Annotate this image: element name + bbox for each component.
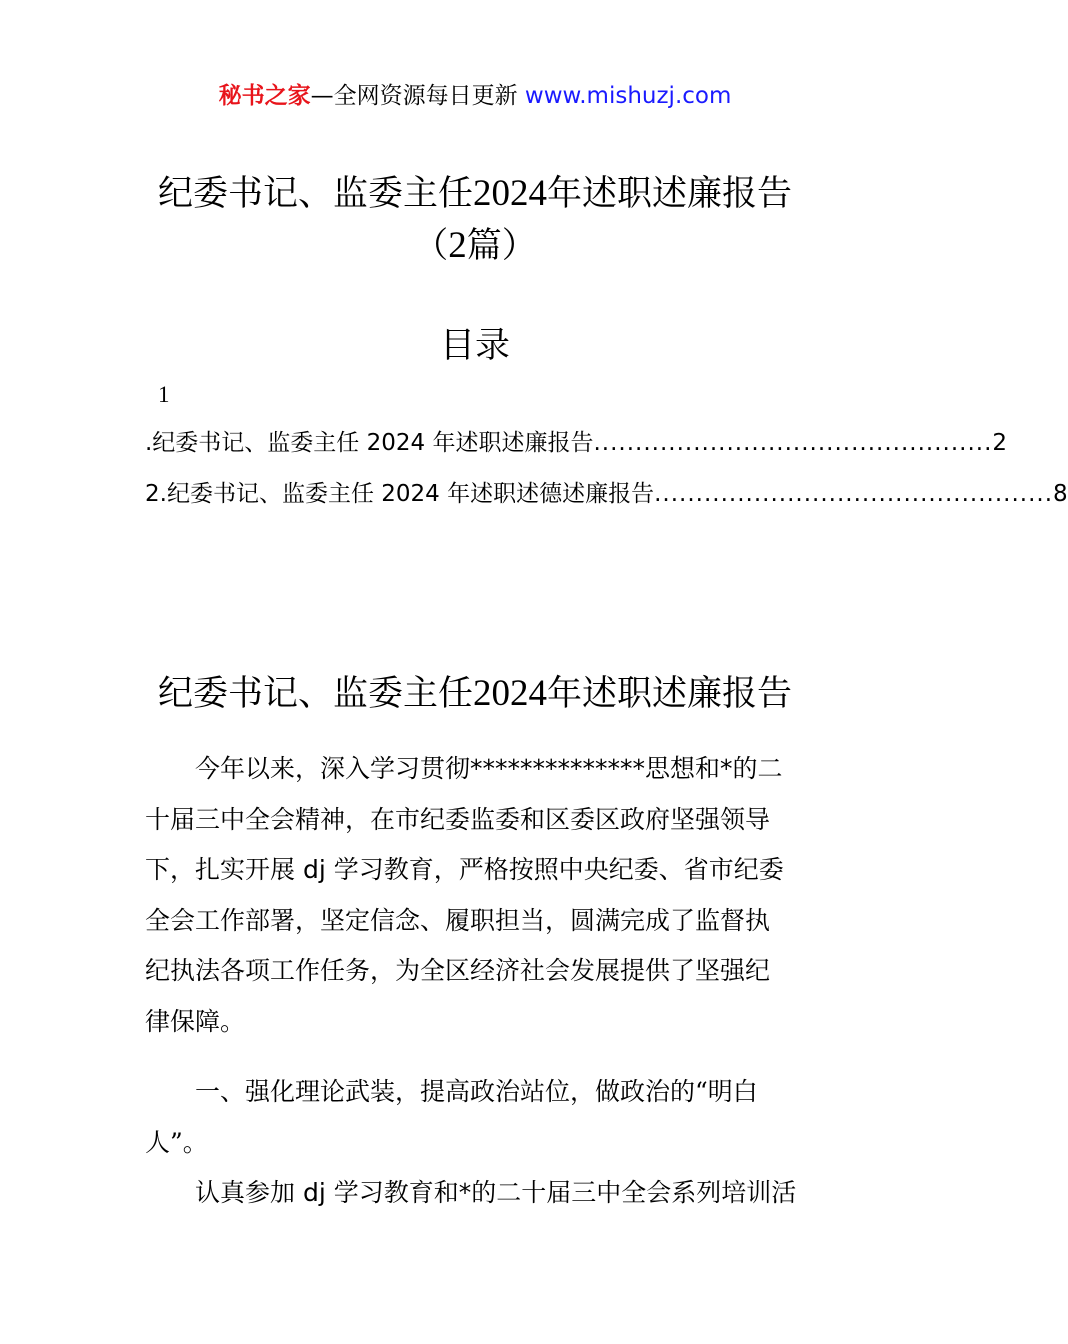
- paragraph-line: 纪执法各项工作任务，为全区经济社会发展提供了坚强纪: [145, 956, 771, 985]
- section-heading-1: [145, 1067, 807, 1168]
- toc-item-label: .纪委书记、监委主任 2024 年述职述廉报告: [145, 430, 594, 456]
- paragraph-line: 十届三中全会精神，在市纪委监委和区委区政府坚强领导: [145, 804, 771, 834]
- site-header: [0, 78, 950, 114]
- paragraph-line: 今年以来，深入学习贯彻**************思想和*的二: [195, 754, 783, 783]
- toc-item-page: 2: [992, 430, 1008, 456]
- toc-item-leader: ................................................: [593, 430, 993, 456]
- document-title-suffix: 年述职述廉报告: [547, 174, 793, 214]
- site-url-link[interactable]: www.mishuzj.com: [524, 83, 732, 109]
- document-title-line-1: [0, 170, 950, 218]
- toc-item[interactable]: [145, 426, 1008, 460]
- site-brand[interactable]: 秘书之家: [218, 83, 311, 109]
- document-title-prefix: 纪委书记、监委主任: [157, 174, 473, 214]
- toc-item-page: 8: [1053, 481, 1068, 507]
- document-title-line-2: [0, 222, 950, 270]
- heading-line: 人”。: [145, 1127, 208, 1157]
- document-title-paren-close: 篇）: [466, 226, 537, 266]
- toc-item[interactable]: [145, 477, 1068, 511]
- body-paragraph-2: [145, 1168, 807, 1219]
- toc-heading: 目录: [439, 326, 510, 366]
- site-tagline: —全网资源每日更新: [310, 83, 518, 109]
- body-paragraph-1: [145, 744, 807, 1047]
- article-title: [0, 670, 950, 718]
- article-title-prefix: 纪委书记、监委主任: [157, 674, 473, 714]
- toc-item-label: 2.纪委书记、监委主任 2024 年述职述德述廉报告: [145, 481, 655, 507]
- document-title-year: 2024: [473, 173, 547, 214]
- heading-line: 一、强化理论武装，提高政治站位，做政治的“明白: [195, 1077, 758, 1106]
- article-title-year: 2024: [473, 673, 547, 714]
- paragraph-line: 律保障。: [145, 1006, 246, 1036]
- toc-item-leader: ................................................: [654, 481, 1054, 507]
- paragraph-line: 全会工作部署，坚定信念、履职担当，圆满完成了监督执: [145, 905, 771, 935]
- document-title-paren-open: （: [413, 226, 449, 266]
- article-title-suffix: 年述职述廉报告: [547, 674, 793, 714]
- paragraph-line: 认真参加 dj 学习教育和*的二十届三中全会系列培训活: [195, 1178, 797, 1207]
- paragraph-line: 下，扎实开展 dj 学习教育，严格按照中央纪委、省市纪委: [145, 855, 784, 884]
- document-title-count: 2: [448, 225, 467, 266]
- toc-marker: 1: [158, 382, 170, 407]
